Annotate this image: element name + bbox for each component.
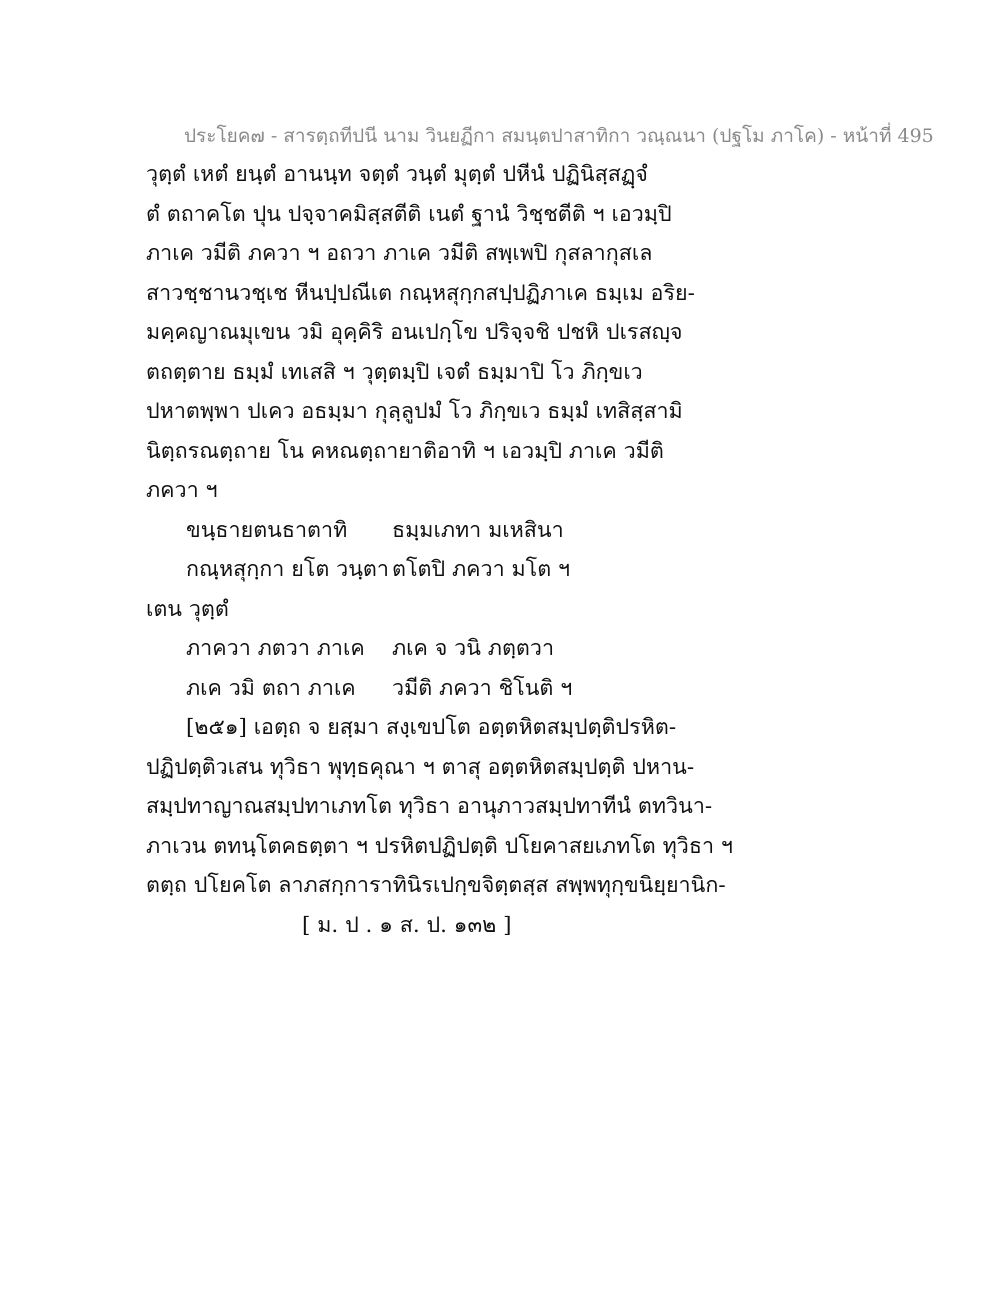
verse-line <box>146 629 706 669</box>
paragraph-line: วุตฺตํ เหตํ ยนฺตํ อานนฺท จตฺตํ วนฺตํ มุตฺตํ ปหีนํ ปฏินิสฺสฏฺจํ <box>146 162 648 187</box>
verse-right: วมีติ ภควา ชิโนติ ฯ <box>392 675 573 701</box>
verse-line <box>146 550 706 590</box>
paragraph-line: ปฏิปตฺติวเสน ทุวิธา พุทฺธคุณา ฯ ตาสุ อตฺตหิตสมฺปตฺติ ปหาน- <box>146 754 695 780</box>
paragraph-line: สาวชฺชานวชฺเช หีนปฺปณีเต กณฺหสุกฺกสปฺปฏิภาเค ธมฺเม อริย- <box>146 280 695 306</box>
page-citation: [ ม. ป . ๑ ส. ป. ๑๓๒ ] <box>302 912 512 938</box>
verse-line <box>146 669 706 709</box>
paragraph-line: มคฺคญาณมุเขน วมิ อุคฺคิริ อนเปกฺโข ปริจฺจชิ ปชหิ ปเรสญฺจ <box>146 320 683 345</box>
paragraph-line: [๒๕๑] เอตฺถ จ ยสฺมา สงฺเขปโต อตฺตหิตสมฺปตฺติปรหิต- <box>186 715 677 740</box>
verse-right: ธมฺมเภทา มเหสินา <box>392 517 564 543</box>
paragraph-line: ภาเวน ตทนฺโตคธตฺตา ฯ ปรหิตปฏิปตฺติ ปโยคาสยเภทโต ทุวิธา ฯ <box>146 833 733 859</box>
verse-left: กณฺหสุกฺกา ยโต วนฺตา <box>186 557 389 582</box>
paragraph-line: ตตฺถ ปโยคโต ลาภสกฺการาทินิรเปกฺขจิตฺตสฺส สพฺพทุกฺขนิยฺยานิก- <box>146 873 726 898</box>
paragraph-line: ภควา ฯ <box>146 478 218 503</box>
paragraph-line: ภาเค วมีติ ภควา ฯ อถวา ภาเค วมีติ สพฺเพปิ กุสลากุสเล <box>146 241 653 266</box>
paragraph-line: นิตฺถรณตฺถาย โน คหณตฺถายาติอาทิ ฯ เอวมฺปิ ภาเค วมีติ <box>146 438 664 464</box>
paragraph-line: ปหาตพฺพา ปเคว อธมฺมา กุลฺลูปมํ โว ภิกฺขเว ธมฺมํ เทสิสฺสามิ <box>146 399 683 424</box>
connector-line: เตน วุตฺตํ <box>146 596 229 622</box>
verse-left: ขนฺธายตนธาตาทิ <box>186 517 348 543</box>
paragraph-line: ตํ ตถาคโต ปุน ปจฺจาคมิสฺสตีติ เนตํ ฐานํ วิชฺชตีติ ฯ เอวมฺปิ <box>146 201 672 227</box>
page-header: ประโยค๗ - สารตฺถทีปนี นาม วินยฏีกา สมนฺตปาสาทิกา วณฺณนา (ปฐโม ภาโค) - หน้าที่ 495 <box>184 125 934 147</box>
paragraph-line: ตถตฺตาย ธมฺมํ เทเสสิ ฯ วุตฺตมฺปิ เจตํ ธมฺมาปิ โว ภิกฺขเว <box>146 359 643 385</box>
verse-line <box>146 511 706 551</box>
verse-left: ภเค วมิ ตถา ภาเค <box>186 675 356 701</box>
verse-right: ภเค จ วนิ ภตฺตวา <box>392 636 555 661</box>
paragraph-line: สมฺปทาญาณสมฺปทาเภทโต ทุวิธา อานุภาวสมฺปทาทีนํ ตทวินา- <box>146 794 713 819</box>
page-body <box>146 155 733 945</box>
verse-right: ตโตปิ ภควา มโต ฯ <box>392 557 571 582</box>
verse-left: ภาควา ภตวา ภาเค <box>186 636 365 661</box>
